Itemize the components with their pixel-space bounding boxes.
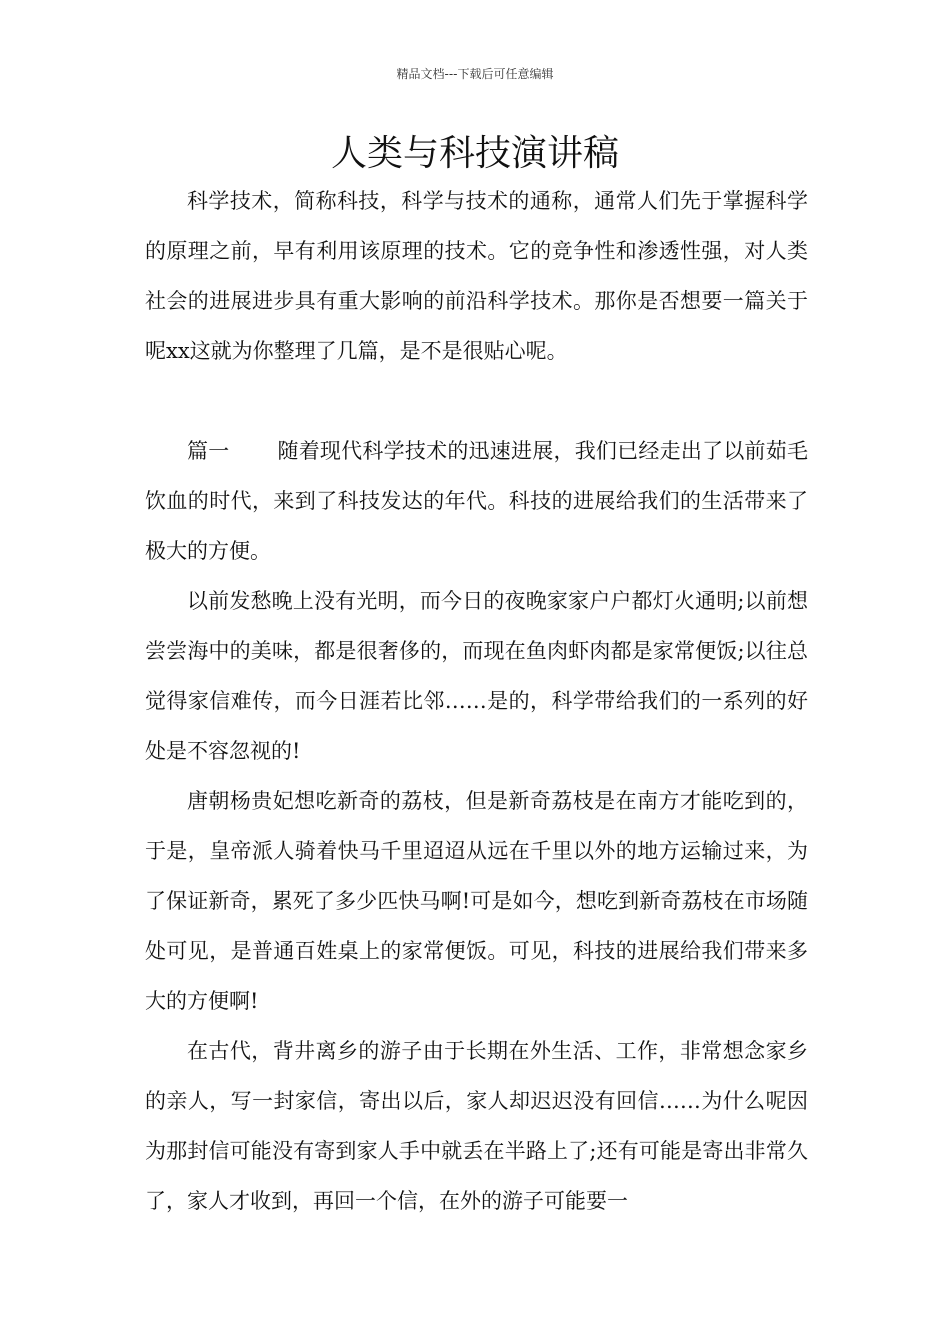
section-label: 篇一 bbox=[187, 439, 230, 463]
body-paragraph-4: 在古代，背井离乡的游子由于长期在外生活、工作，非常想念家乡的亲人，写一封家信，寄出以后，家人却迟迟没有回信……为什么呢因为那封信可能没有寄到家人手中就丢在半路上了;还有可能是寄出非常久了，家人才收到，再回一个信，在外的游子可能要一 bbox=[145, 1039, 808, 1213]
section-paragraph-1 bbox=[145, 426, 808, 576]
intro-paragraph: 科学技术，简称科技，科学与技术的通称，通常人们先于掌握科学的原理之前，早有利用该原理的技术。它的竞争性和渗透性强，对人类社会的进展进步具有重大影响的前沿科学技术。那你是否想要一篇关于呢xx这就为你整理了几篇，是不是很贴心呢。 bbox=[145, 189, 808, 363]
paragraph-gap bbox=[145, 376, 808, 426]
body-paragraph-2: 以前发愁晚上没有光明，而今日的夜晚家家户户都灯火通明;以前想尝尝海中的美味，都是很奢侈的，而现在鱼肉虾肉都是家常便饭;以往总觉得家信难传，而今日涯若比邻……是的，科学带给我们的一系列的好处是不容忽视的! bbox=[145, 589, 808, 763]
body-paragraph-3: 唐朝杨贵妃想吃新奇的荔枝，但是新奇荔枝是在南方才能吃到的，于是，皇帝派人骑着快马千里迢迢从远在千里以外的地方运输过来，为了保证新奇，累死了多少匹快马啊!可是如今，想吃到新奇荔枝在市场随处可见，是普通百姓桌上的家常便饭。可见，科技的进展给我们带来多大的方便啊! bbox=[145, 789, 808, 1013]
document-body bbox=[145, 176, 808, 1226]
section-1-text: 随着现代科学技术的迅速进展，我们已经走出了以前茹毛饮血的时代，来到了科技发达的年代。科技的进展给我们的生活带来了极大的方便。 bbox=[145, 439, 809, 563]
page-header-note: 精品文档---下载后可任意编辑 bbox=[396, 67, 554, 81]
document-title: 人类与科技演讲稿 bbox=[330, 133, 619, 174]
